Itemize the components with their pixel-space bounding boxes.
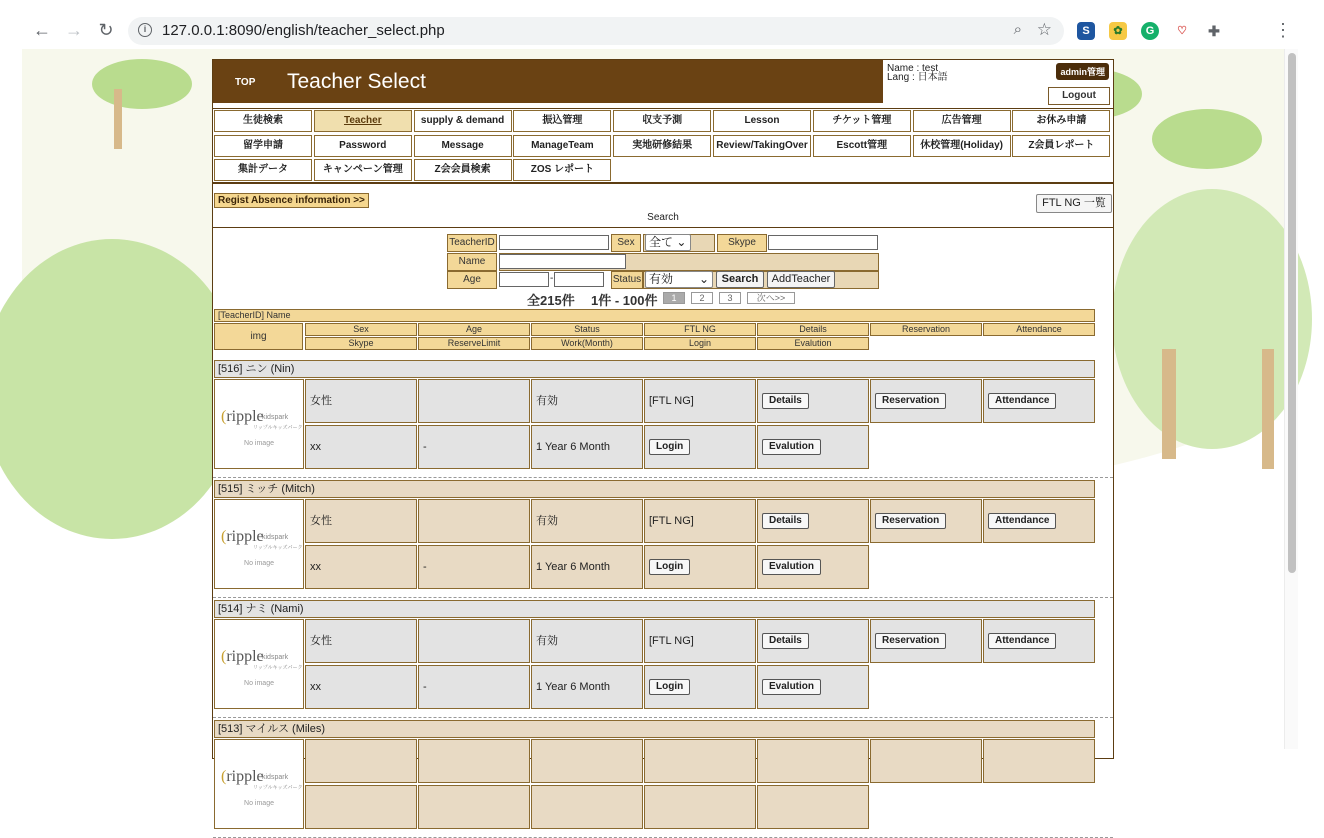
main-navigation [213,108,1113,184]
nav-item[interactable]: 留学申請 [214,135,312,157]
record-cell [644,379,756,423]
logo-caption: リップルキッズパーク [253,425,303,431]
sex-select[interactable] [645,234,691,251]
chevron-down-icon: ⌄ [676,235,687,249]
column-header-cell: Skype [305,337,417,350]
column-header-cell: Work(Month) [531,337,643,350]
name-label: Name [447,253,497,271]
cell-skype: xx [310,441,321,453]
next-page-link[interactable]: 次へ>> [747,292,795,304]
attendance-button[interactable]: Attendance [988,633,1056,649]
cell-ftl: [FTL NG] [649,395,694,407]
back-icon[interactable]: ← [33,20,51,40]
nav-item[interactable]: 実地研修結果 [613,135,711,157]
record-cell [757,499,869,543]
ripple-logo: (ripple [221,408,264,425]
nav-item[interactable]: 生徒検索 [214,110,312,132]
teacher-photo [214,499,304,589]
name-input[interactable] [499,254,626,269]
forward-icon[interactable]: → [65,20,83,40]
status-select-value: 有効 [649,272,674,286]
record-cell [757,619,869,663]
record-cell [531,619,643,663]
teacher-name: [515] ミッチ (Mitch) [214,480,1095,498]
pagination [213,290,1113,306]
cell-limit: - [423,681,427,693]
bg-hill-left [0,239,242,539]
bookmark-star-icon[interactable]: ☆ [1036,20,1052,39]
record-cell [870,379,982,423]
regist-absence-link[interactable]: Regist Absence information >> [214,193,369,208]
no-image-text: No image [244,680,274,687]
cell-limit: - [423,441,427,453]
nav-item[interactable]: Z会会員検索 [414,159,512,181]
column-header-cell: Reservation [870,323,982,336]
page-scrollbar[interactable] [1284,49,1298,749]
top-link[interactable]: TOP [235,77,256,88]
zoom-icon[interactable]: ⌕ [1013,21,1022,38]
record-cell [305,379,417,423]
search-section-label: Search [647,212,679,223]
teacher-record [213,718,1113,838]
record-cell [757,425,869,469]
cell-skype: xx [310,681,321,693]
record-cell [305,425,417,469]
bg-tree [1152,109,1262,169]
nav-item[interactable]: Password [314,135,412,157]
logo-main: ripple [226,408,264,425]
ftl-ng-list-button[interactable]: FTL NG 一覧 [1036,194,1112,213]
chevron-down-icon: ⌄ [698,272,709,286]
attendance-button[interactable]: Attendance [988,393,1056,409]
reservation-button[interactable]: Reservation [875,633,946,649]
bg-trunk [114,89,122,149]
evalution-button[interactable]: Evalution [762,439,821,455]
login-button[interactable]: Login [649,439,690,455]
ripple-logo: (ripple [221,648,264,665]
nav-item[interactable]: Message [414,135,512,157]
skype-input[interactable] [768,235,878,250]
teacher-photo [214,379,304,469]
logo-caption: リップルキッズパーク [253,545,303,551]
extension-pocket-icon[interactable]: ♡ [1177,25,1187,37]
page-header [213,60,883,103]
teacher-name: [514] ナミ (Nami) [214,600,1095,618]
nav-item[interactable]: Escott管理 [813,135,911,157]
total-count: 全215件 [527,293,575,308]
record-cell [305,665,417,709]
age-to-input[interactable] [554,272,604,287]
nav-item[interactable]: supply & demand [414,110,512,132]
info-icon[interactable]: i [138,23,152,37]
page-link-3[interactable]: 3 [719,292,741,304]
admin-badge[interactable]: admin管理 [1056,63,1109,80]
record-cell [305,785,417,829]
nav-item[interactable]: 振込管理 [513,110,611,132]
logo-main: ripple [226,648,264,665]
no-image-text: No image [244,440,274,447]
sex-select-value: 全て [649,235,674,249]
record-cell [305,499,417,543]
column-teacherid-name: [TeacherID] Name [214,309,1095,322]
column-header-cell: Evalution [757,337,869,350]
nav-item[interactable]: Review/TakingOver [713,135,811,157]
record-cell [644,499,756,543]
record-cell [418,545,530,589]
column-header-cell: Attendance [983,323,1095,336]
url-text: 127.0.0.1:8090/english/teacher_select.php [162,22,445,39]
nav-item[interactable]: キャンペーン管理 [314,159,412,181]
nav-item[interactable]: 広告管理 [913,110,1011,132]
record-cell [531,425,643,469]
cell-sex: 女性 [310,395,332,407]
record-cell [305,739,417,783]
cell-work: 1 Year 6 Month [536,441,611,453]
record-cell [870,739,982,783]
details-button[interactable]: Details [762,513,809,529]
cell-skype: xx [310,561,321,573]
column-header-cell: Status [531,323,643,336]
record-cell [644,785,756,829]
teacher-photo [214,739,304,829]
reservation-button[interactable]: Reservation [875,513,946,529]
record-cell [983,619,1095,663]
cell-work: 1 Year 6 Month [536,561,611,573]
logo-main: ripple [226,768,264,785]
nav-item[interactable]: チケット管理 [813,110,911,132]
main-panel [212,59,1114,807]
bg-trunk [1262,349,1274,469]
record-cell [644,739,756,783]
evalution-button[interactable]: Evalution [762,559,821,575]
teacher-record [213,598,1113,718]
add-teacher-button[interactable]: AddTeacher [767,271,835,288]
cell-sex: 女性 [310,515,332,527]
login-button[interactable]: Login [649,559,690,575]
sex-label: Sex [611,234,641,252]
nav-item[interactable]: Teacher [314,110,412,132]
user-info [883,60,1113,108]
record-cell [757,739,869,783]
nav-item[interactable]: Z会員レポート [1012,135,1110,157]
logo-sub: kidspark [262,534,289,541]
logo-caption: リップルキッズパーク [253,785,303,791]
nav-item[interactable]: Lesson [713,110,811,132]
cell-status: 有効 [536,635,558,647]
teacher-name: [516] ニン (Nin) [214,360,1095,378]
age-from-input[interactable] [499,272,549,287]
page-viewport [22,49,1298,807]
status-label: Status [611,271,643,289]
record-cell [418,619,530,663]
cell-sex: 女性 [310,635,332,647]
cell-ftl: [FTL NG] [649,515,694,527]
teacherid-label: TeacherID [447,234,497,252]
record-cell [757,785,869,829]
no-image-text: No image [244,800,274,807]
teacher-record [213,358,1113,478]
logo-sub: kidspark [262,774,289,781]
bg-tree [92,59,192,109]
user-name: Name : test [887,63,939,74]
record-cell [418,665,530,709]
nav-item[interactable]: ManageTeam [513,135,611,157]
logout-button[interactable]: Logout [1048,87,1110,105]
column-header-cell: FTL NG [644,323,756,336]
teacher-photo [214,619,304,709]
logo-sub: kidspark [262,414,289,421]
record-cell [644,665,756,709]
record-cell [531,379,643,423]
column-header-cell: Details [757,323,869,336]
record-cell [757,379,869,423]
address-bar[interactable] [128,17,1064,45]
record-cell [757,665,869,709]
skype-label: Skype [717,234,767,252]
search-button[interactable]: Search [716,271,764,288]
cell-status: 有効 [536,515,558,527]
cell-work: 1 Year 6 Month [536,681,611,693]
cell-limit: - [423,561,427,573]
record-cell [531,739,643,783]
page-title: Teacher Select [287,70,426,93]
extension-s-icon[interactable]: S [1077,22,1095,40]
record-cell [870,619,982,663]
logo-sub: kidspark [262,654,289,661]
reservation-button[interactable]: Reservation [875,393,946,409]
record-cell [531,785,643,829]
record-cell [418,739,530,783]
no-image-text: No image [244,560,274,567]
column-header-cell: Age [418,323,530,336]
teacherid-input[interactable] [499,235,609,250]
browser-menu-icon[interactable]: ⋮ [1274,20,1292,40]
result-range: 1件 - 100件 [591,293,658,308]
record-cell [531,665,643,709]
record-cell [418,425,530,469]
extension-mask-icon[interactable]: ✿ [1109,22,1127,40]
column-img: img [214,323,303,350]
record-cell [644,545,756,589]
column-header-cell: ReserveLimit [418,337,530,350]
details-button[interactable]: Details [762,393,809,409]
nav-item[interactable]: 休校管理(Holiday) [913,135,1011,157]
record-cell [418,379,530,423]
record-cell [757,545,869,589]
age-label: Age [447,271,497,289]
extension-grammarly-icon[interactable]: G [1141,22,1159,40]
details-button[interactable]: Details [762,633,809,649]
column-header-cell: Login [644,337,756,350]
attendance-button[interactable]: Attendance [988,513,1056,529]
nav-item[interactable]: お休み申請 [1012,110,1110,132]
cell-status: 有効 [536,395,558,407]
age-separator: - [550,273,554,284]
record-cell [531,545,643,589]
evalution-button[interactable]: Evalution [762,679,821,695]
logo-caption: リップルキッズパーク [253,665,303,671]
record-cell [531,499,643,543]
column-header [213,309,1113,352]
status-select[interactable] [645,271,713,288]
page-link-1[interactable]: 1 [663,292,685,304]
teacher-name: [513] マイルス (Miles) [214,720,1095,738]
teacher-record [213,478,1113,598]
record-cell [418,499,530,543]
ripple-logo: (ripple [221,768,264,785]
extensions-puzzle-icon[interactable]: ✚ [1208,23,1220,39]
record-cell [418,785,530,829]
scrollbar-thumb[interactable] [1288,53,1296,573]
logo-main: ripple [226,528,264,545]
record-cell [644,425,756,469]
user-text [887,64,948,82]
bg-trunk [1162,349,1176,459]
reload-icon[interactable]: ↻ [98,20,114,40]
record-cell [983,379,1095,423]
record-cell [305,545,417,589]
record-cell [983,499,1095,543]
record-cell [870,499,982,543]
record-cell [644,619,756,663]
bg-hill-right [1112,189,1312,449]
record-cell [305,619,417,663]
record-cell [983,739,1095,783]
cell-ftl: [FTL NG] [649,635,694,647]
login-button[interactable]: Login [649,679,690,695]
column-header-cell: Sex [305,323,417,336]
user-lang: Lang : 日本語 [887,72,948,83]
ripple-logo: (ripple [221,528,264,545]
nav-item[interactable]: 収支予測 [613,110,711,132]
page-link-2[interactable]: 2 [691,292,713,304]
nav-item[interactable]: 集計データ [214,159,312,181]
nav-item[interactable]: ZOS レポート [513,159,611,181]
